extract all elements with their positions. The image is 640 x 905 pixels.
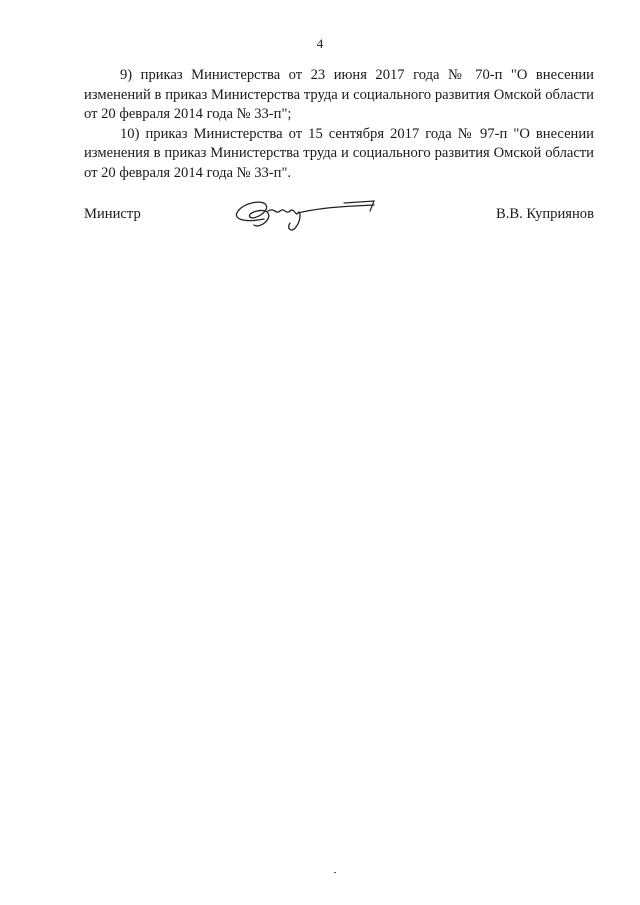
document-body [84,66,594,183]
page-number: 4 [316,36,324,51]
scan-mark [334,872,336,873]
list-item: 10) приказ Министерства от 15 сентября 2017 года № 97-п "О внесении изменения в приказ Министерства труда и социального развития Омской области от 20 февраля 2014 года № 33-п". [84,125,594,181]
signer-position: Министр [84,206,141,222]
signer-name: В.В. Куприянов [496,206,594,222]
signature-block [84,201,594,241]
list-item: 9) приказ Министерства от 23 июня 2017 года № 70-п "О внесении изменений в приказ Министерства труда и социального развития Омской области от 20 февраля 2014 года № 33-п"; [84,67,594,122]
handwritten-signature [224,189,384,239]
